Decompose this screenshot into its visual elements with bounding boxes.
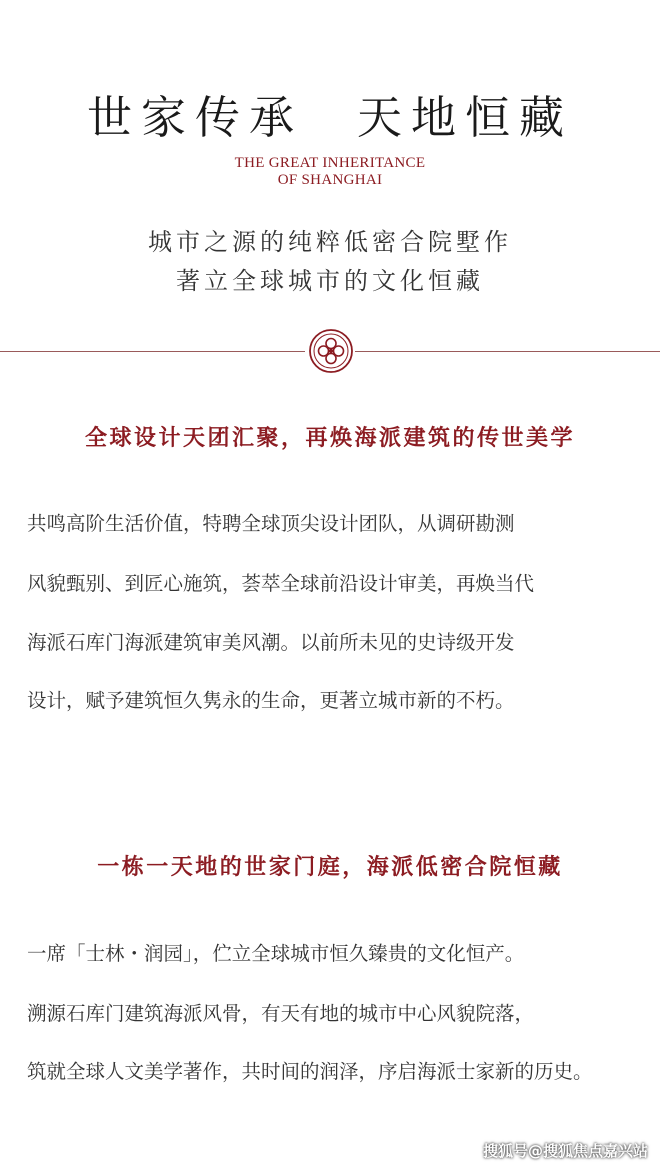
intro-line-2: 著立全球城市的文化恒藏: [176, 267, 484, 295]
section-1-line-3: 海派石库门海派建筑审美风潮。以前所未见的史诗级开发: [27, 631, 515, 654]
section-2-line-1: 一席「士林・润园」，伫立全球城市恒久臻贵的文化恒产。: [27, 942, 525, 965]
ornament-emblem-icon: [308, 328, 354, 374]
section-1-line-2: 风貌甄别、到匠心施筑，荟萃全球前沿设计审美，再焕当代: [27, 572, 535, 595]
english-subtitle: [0, 155, 660, 189]
divider-left: [0, 351, 305, 352]
section-2-line-3: 筑就全球人文美学著作，共时间的润泽，序启海派士家新的历史。: [27, 1060, 593, 1083]
english-subtitle-line-2: OF SHANGHAI: [277, 172, 383, 188]
footer-watermark: 搜狐号@搜狐焦点嘉兴站: [482, 1142, 648, 1160]
section-1-line-1: 共鸣高阶生活价值，特聘全球顶尖设计团队，从调研勘测: [27, 512, 515, 535]
intro-line-1: 城市之源的纯粹低密合院墅作: [148, 228, 512, 256]
english-subtitle-line-1: THE GREAT INHERITANCE: [234, 155, 426, 171]
section-1-line-4: 设计，赋予建筑恒久隽永的生命，更著立城市新的不朽。: [27, 689, 515, 712]
divider-right: [355, 351, 660, 352]
section-2-line-2: 溯源石库门建筑海派风骨，有天有地的城市中心风貌院落，: [27, 1002, 535, 1025]
section-1-heading: 全球设计天团汇聚，再焕海派建筑的传世美学: [84, 426, 575, 451]
page-title: 世家传承 天地恒藏: [86, 91, 573, 144]
section-2-heading: 一栋一天地的世家门庭，海派低密合院恒藏: [97, 855, 563, 880]
